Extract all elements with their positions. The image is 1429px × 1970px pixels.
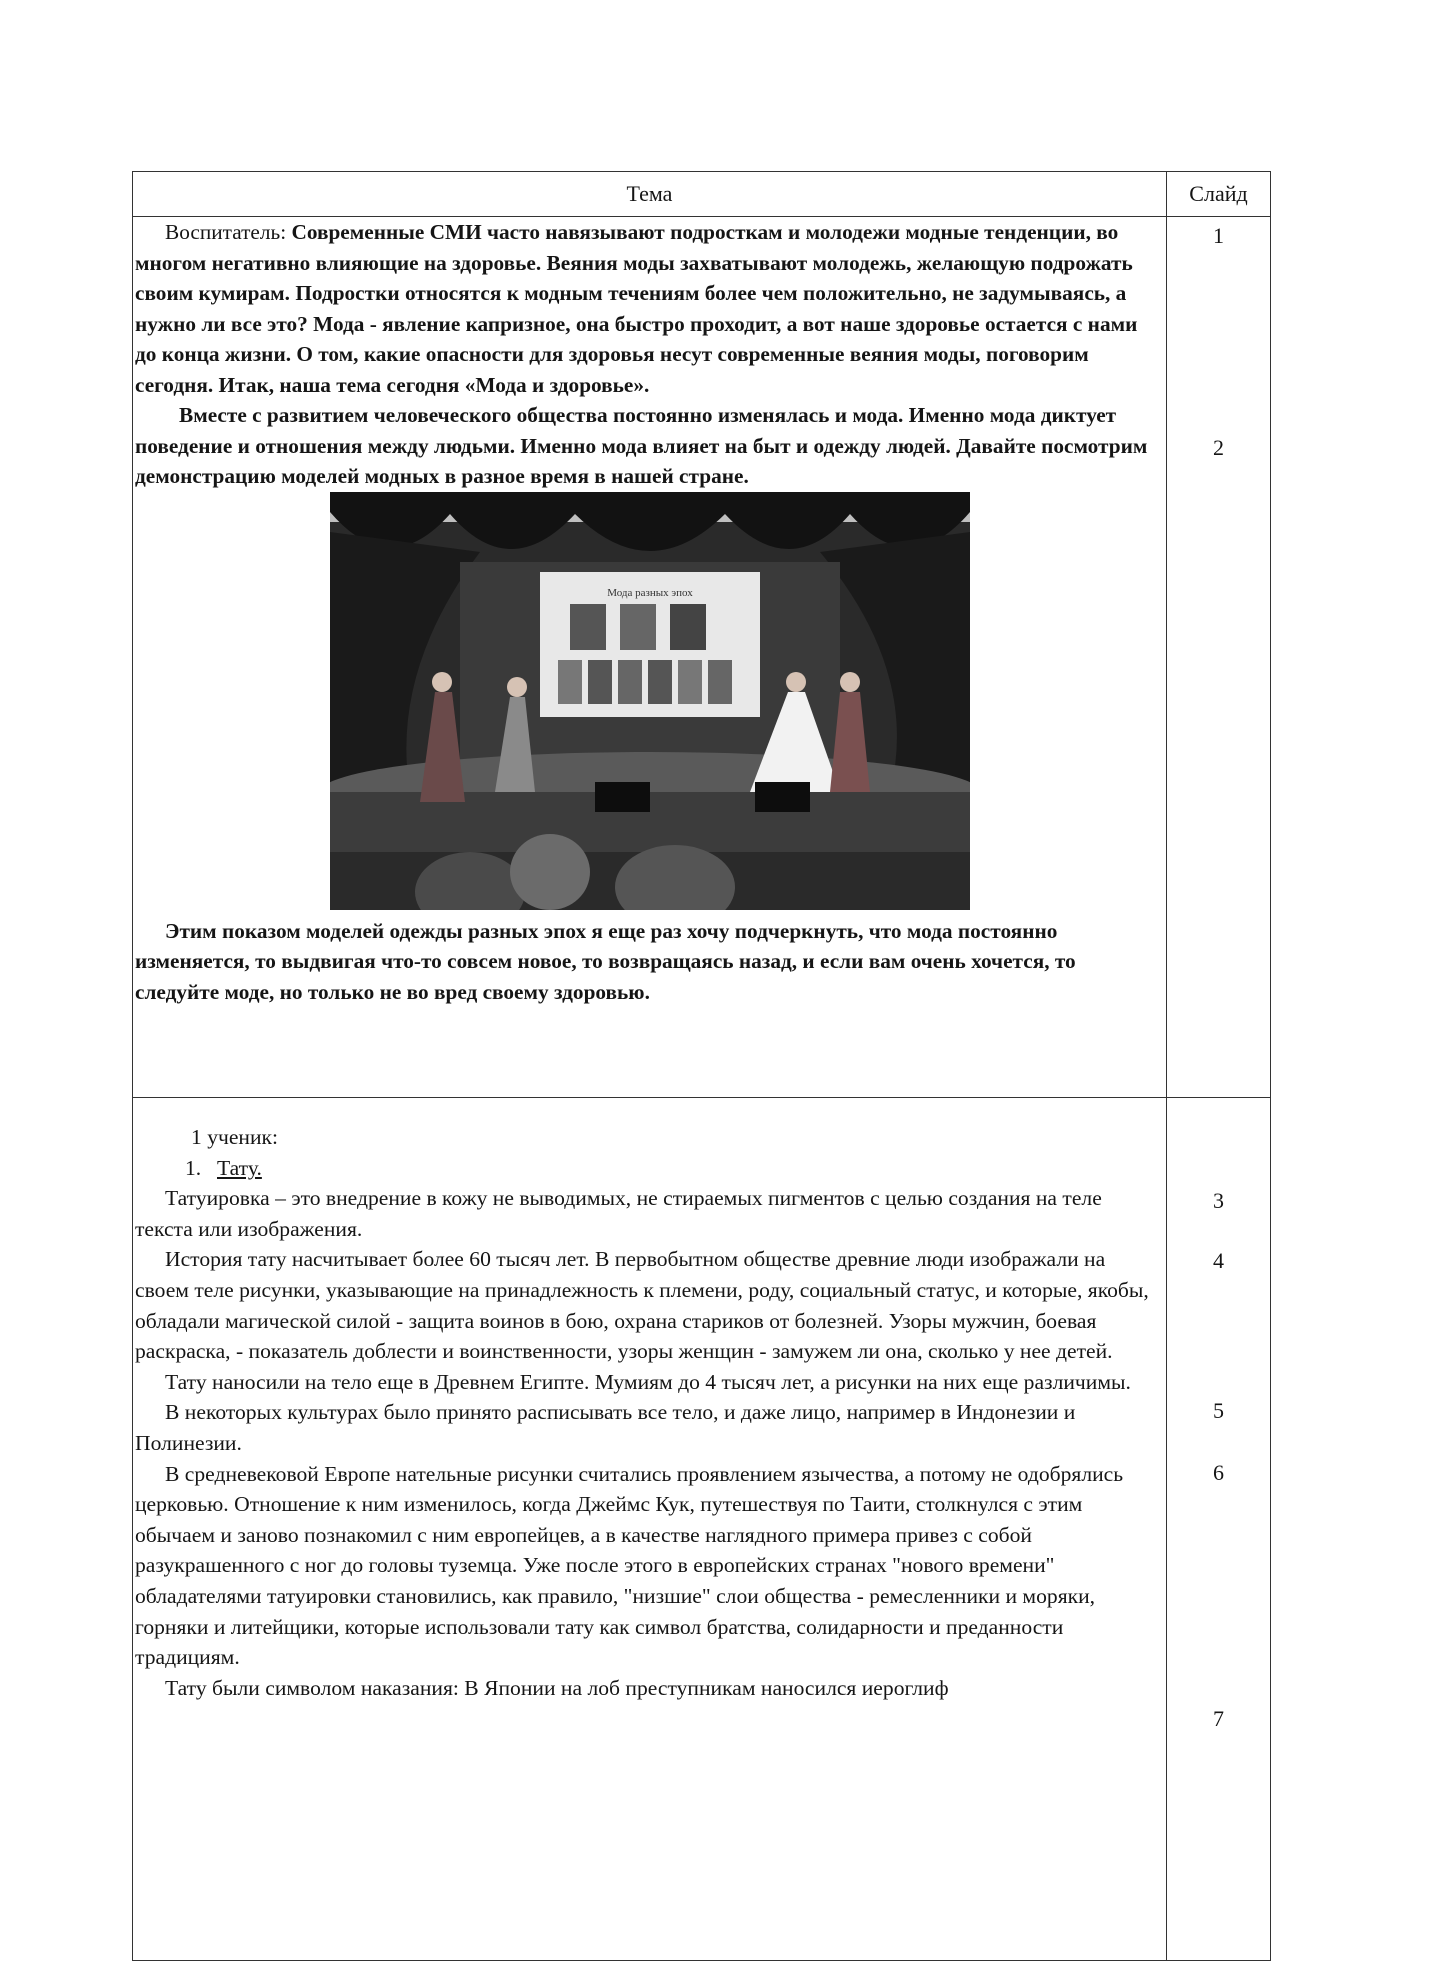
stage-photo-drawing [330, 492, 970, 910]
intro-text-1: Современные СМИ часто навязывают подросткам и молодежи модные тенденции, во многом негативно влияющие на здоровье. Веяния моды захватывают молодежь, желающую подрожать своим кумирам. Подростки относятся к модным течениям более чем положительно, не задумываясь, а нужно ли все это? Мода - явление капризное, она быстро проходит, а вот наше здоровье остается с нами до конца жизни. О том, какие опасности для здоровья несут современные веяния моды, поговорим сегодня. Итак, наша тема сегодня «Мода и здоровье». [135, 220, 1138, 397]
intro-paragraph-3: Этим показом моделей одежды разных эпох я еще раз хочу подчеркнуть, что мода постоянно изменяется, то выдвигая что-то совсем новое, то возвращаясь назад, и если вам очень хочется, то следуйте моде, но только не во вред своему здоровью. [135, 918, 1076, 1004]
slide-number: 2 [1213, 435, 1224, 460]
slide-number: 4 [1213, 1248, 1224, 1273]
intro-text-cell [133, 217, 1167, 1098]
screen-title: Мода разных эпох [607, 586, 693, 599]
list-number: 1. [185, 1155, 202, 1180]
intro-paragraph-1 [135, 217, 1163, 400]
stage-photo [330, 492, 970, 910]
intro-slides-cell [1167, 217, 1271, 1098]
list-title: Тату. [217, 1155, 262, 1180]
section-tattoo-row [133, 1098, 1271, 1961]
list-item [135, 1153, 1163, 1184]
slide-number: 7 [1213, 1706, 1224, 1731]
slide-number: 1 [1213, 223, 1224, 248]
slide-header: Слайд [1167, 172, 1271, 217]
theme-header: Тема [133, 172, 1167, 217]
lesson-table [132, 171, 1271, 1961]
section-intro-row [133, 217, 1271, 1098]
slide-number: 6 [1213, 1460, 1224, 1485]
tattoo-paragraph-1: Татуировка – это внедрение в кожу не выводимых, не стираемых пигментов с целью создания на теле текста или изображения. [135, 1186, 1102, 1241]
tattoo-paragraph-6: Тату были символом наказания: В Японии на лоб преступникам наносился иероглиф [165, 1675, 949, 1700]
tattoo-text-cell [133, 1098, 1167, 1961]
header-row [133, 172, 1271, 217]
slide-number: 5 [1213, 1398, 1224, 1423]
student-label: 1 ученик: [191, 1125, 279, 1149]
slide-number: 3 [1213, 1188, 1224, 1213]
tattoo-paragraph-3: Тату наносили на тело еще в Древнем Египте. Мумиям до 4 тысяч лет, а рисунки на них еще различимы. [165, 1369, 1131, 1394]
intro-paragraph-2: Вместе с развитием человеческого общества постоянно изменялась и мода. Именно мода диктует поведение и отношения между людьми. Именно мода влияет на быт и одежду людей. Давайте посмотрим демонстрацию моделей модных в разное время в нашей стране. [135, 403, 1148, 488]
tattoo-paragraph-5: В средневековой Европе нательные рисунки считались проявлением язычества, а потому не одобрялись церковью. Отношение к ним изменилось, когда Джеймс Кук, путешествуя по Таити, столкнулся с этим обычаем и заново познакомил с ним европейцев, а в качестве наглядного примера привез с собой разукрашенного с ног до головы туземца. Уже после этого в европейских странах "нового времени" обладателями татуировки становились, как правило, "низшие" слои общества - ремесленники и моряки, горняки и литейщики, которые использовали тату как символ братства, солидарности и преданности традициям. [135, 1461, 1124, 1670]
tattoo-slides-cell [1167, 1098, 1271, 1961]
tattoo-paragraph-2: История тату насчитывает более 60 тысяч лет. В первобытном обществе древние люди изображали на своем теле рисунки, указывающие на принадлежность к племени, роду, социальный статус, и которые, якобы, обладали магической силой - защита воинов в бою, охрана стариков от болезней. Узоры мужчин, боевая раскраска, - показатель доблести и воинственности, узоры женщин - замужем ли она, сколько у нее детей. [135, 1247, 1149, 1364]
speaker-label: Воспитатель: [165, 220, 292, 244]
tattoo-paragraph-4: В некоторых культурах было принято расписывать все тело, и даже лицо, например в Индонезии и Полинезии. [135, 1400, 1076, 1455]
